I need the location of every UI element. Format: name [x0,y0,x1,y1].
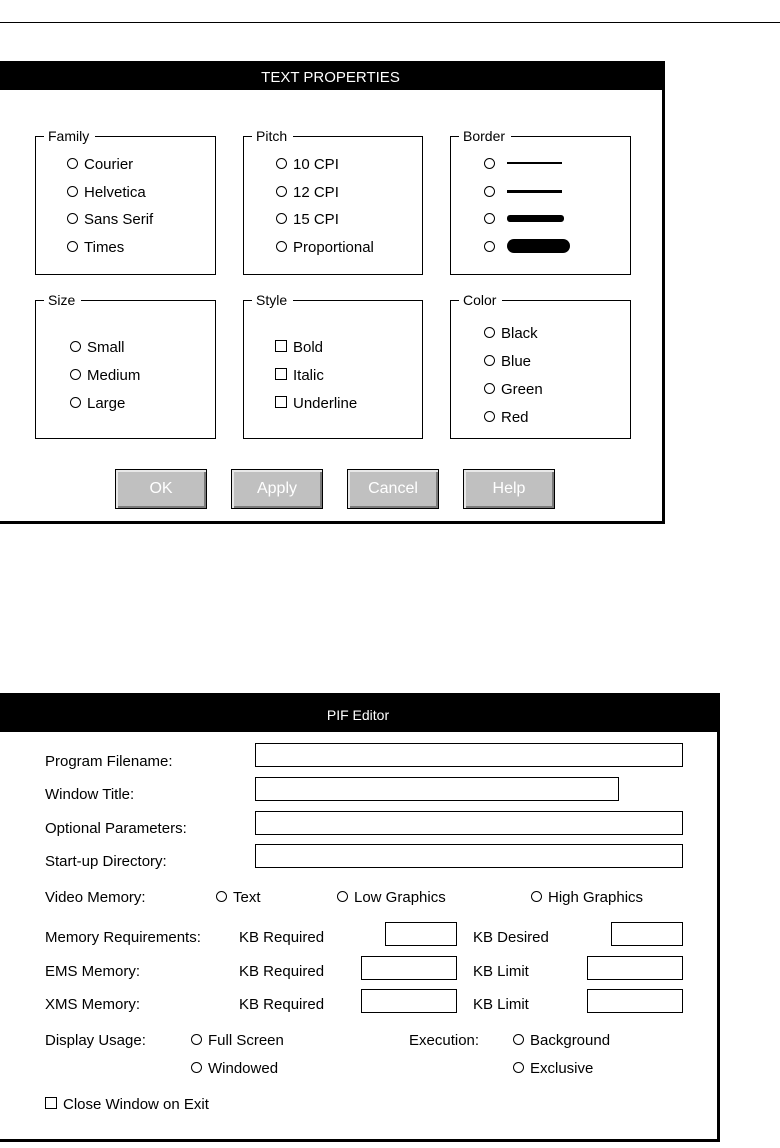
ems-kb-required-input[interactable] [361,956,457,980]
style-option-underline[interactable]: Underline [275,395,357,413]
heavy-line-icon [507,239,570,253]
execution-option-exclusive[interactable]: Exclusive [513,1060,593,1078]
radio-icon[interactable] [67,213,78,224]
thick-line-icon [507,215,564,222]
xms-memory-label: XMS Memory: [45,996,141,1013]
radio-icon[interactable] [191,1034,202,1045]
family-option-sans-serif[interactable]: Sans Serif [67,211,153,229]
pitch-option-12cpi[interactable]: 12 CPI [276,184,339,202]
xms-kb-required-label: KB Required [239,996,325,1013]
size-option-large[interactable]: Large [70,395,125,413]
display-usage-label: Display Usage: [45,1032,146,1049]
memory-kb-required-input[interactable] [385,922,457,946]
radio-icon[interactable] [484,186,495,197]
radio-icon[interactable] [484,241,495,252]
family-option-times[interactable]: Times [67,239,124,257]
border-option-thin[interactable] [484,156,562,174]
ems-kb-limit-input[interactable] [587,956,683,980]
optional-parameters-label: Optional Parameters: [45,820,187,837]
xms-kb-required-input[interactable] [361,989,457,1013]
checkbox-icon[interactable] [275,396,287,408]
memory-requirements-label: Memory Requirements: [45,929,201,946]
pitch-option-proportional[interactable]: Proportional [276,239,374,257]
radio-icon[interactable] [276,158,287,169]
radio-icon[interactable] [276,186,287,197]
color-group [450,292,631,439]
style-option-italic[interactable]: Italic [275,367,324,385]
startup-directory-label: Start-up Directory: [45,853,167,870]
color-option-red[interactable]: Red [484,409,529,427]
ems-kb-required-label: KB Required [239,963,325,980]
color-option-blue[interactable]: Blue [484,353,531,371]
color-option-green[interactable]: Green [484,381,543,399]
radio-icon[interactable] [484,213,495,224]
radio-icon[interactable] [67,158,78,169]
radio-icon[interactable] [531,891,542,902]
size-option-medium[interactable]: Medium [70,367,140,385]
window-title-input[interactable] [255,777,619,801]
help-button[interactable]: Help [463,469,555,509]
startup-directory-input[interactable] [255,844,683,868]
checkbox-icon[interactable] [275,368,287,380]
text-properties-dialog [0,61,665,524]
medium-line-icon [507,190,562,193]
xms-kb-limit-label: KB Limit [473,996,529,1013]
radio-icon[interactable] [484,383,495,394]
video-option-text[interactable]: Text [216,889,261,907]
style-option-bold[interactable]: Bold [275,339,323,357]
memory-kb-required-label: KB Required [239,929,325,946]
checkbox-icon[interactable] [275,340,287,352]
color-option-black[interactable]: Black [484,325,538,343]
pitch-option-15cpi[interactable]: 15 CPI [276,211,339,229]
radio-icon[interactable] [484,355,495,366]
memory-kb-desired-input[interactable] [611,922,683,946]
size-option-small[interactable]: Small [70,339,125,357]
size-legend: Size [44,292,81,308]
radio-icon[interactable] [191,1062,202,1073]
display-option-full-screen[interactable]: Full Screen [191,1032,284,1050]
radio-icon[interactable] [70,369,81,380]
radio-icon[interactable] [67,241,78,252]
page-top-rule [0,22,780,23]
style-group [243,292,423,439]
border-option-thick[interactable] [484,211,564,229]
close-window-on-exit-checkbox[interactable]: Close Window on Exit [45,1096,209,1114]
style-legend: Style [252,292,293,308]
pitch-option-10cpi[interactable]: 10 CPI [276,156,339,174]
thin-line-icon [507,162,562,164]
program-filename-label: Program Filename: [45,753,173,770]
pif-editor-dialog [0,693,720,1142]
radio-icon[interactable] [67,186,78,197]
radio-icon[interactable] [513,1062,524,1073]
video-option-high-graphics[interactable]: High Graphics [531,889,643,907]
radio-icon[interactable] [70,341,81,352]
border-option-heavy[interactable] [484,239,570,257]
ems-memory-label: EMS Memory: [45,963,141,980]
execution-label: Execution: [409,1032,480,1049]
radio-icon[interactable] [276,213,287,224]
family-option-courier[interactable]: Courier [67,156,133,174]
radio-icon[interactable] [276,241,287,252]
radio-icon[interactable] [70,397,81,408]
ok-button[interactable]: OK [115,469,207,509]
family-option-helvetica[interactable]: Helvetica [67,184,146,202]
border-legend: Border [459,128,511,144]
family-legend: Family [44,128,95,144]
xms-kb-limit-input[interactable] [587,989,683,1013]
checkbox-icon[interactable] [45,1097,57,1109]
dialog-title: TEXT PROPERTIES [0,64,662,90]
window-title-label: Window Title: [45,786,135,803]
radio-icon[interactable] [484,411,495,422]
video-option-low-graphics[interactable]: Low Graphics [337,889,446,907]
radio-icon[interactable] [216,891,227,902]
cancel-button[interactable]: Cancel [347,469,439,509]
border-option-medium[interactable] [484,184,562,202]
optional-parameters-input[interactable] [255,811,683,835]
video-memory-label: Video Memory: [45,889,146,906]
ems-kb-limit-label: KB Limit [473,963,529,980]
display-option-windowed[interactable]: Windowed [191,1060,278,1078]
execution-option-background[interactable]: Background [513,1032,610,1050]
program-filename-input[interactable] [255,743,683,767]
radio-icon[interactable] [513,1034,524,1045]
color-legend: Color [459,292,502,308]
radio-icon[interactable] [484,158,495,169]
memory-kb-desired-label: KB Desired [473,929,549,946]
pitch-legend: Pitch [252,128,293,144]
radio-icon[interactable] [484,327,495,338]
apply-button[interactable]: Apply [231,469,323,509]
radio-icon[interactable] [337,891,348,902]
dialog-title: PIF Editor [0,696,717,732]
